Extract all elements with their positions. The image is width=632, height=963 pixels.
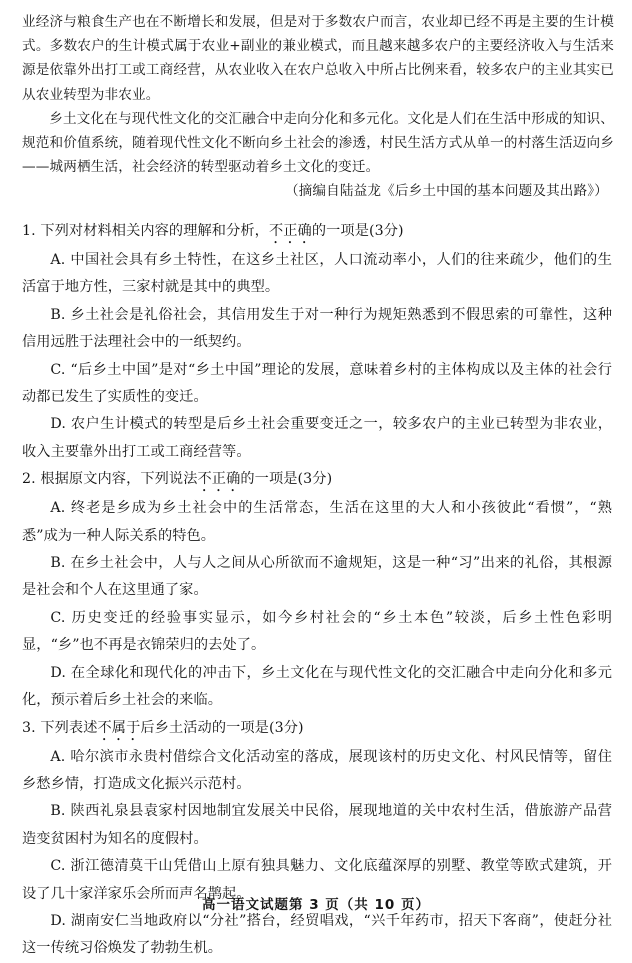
page-footer: 高一语文试题第 3 页（共 10 页） xyxy=(202,897,430,913)
option-a: A. 中国社会具有乡土特性，在这乡土社区，人口流动率小，人们的往来疏少，他们的生活富于地方性，三家村就是其中的典型。 xyxy=(22,252,612,296)
passage-paragraph-2: 乡土文化在与现代性文化的交汇融合中走向分化和多元化。文化是人们在生活中形成的知识、规范和价值系统，随着现代性文化不断向乡土社会的渗透，村民生活方式从单一的村落生活迈向乡——城两栖生活，社会经济的转型驱动着乡土文化的变迁。 xyxy=(22,110,614,176)
stem-emphasis: 不正确 xyxy=(197,471,241,488)
option-d: D. 湖南安仁当地政府以“分社”搭台，经贸唱戏，“兴千年药市，招天下客商”，使赶分社这一传统习俗焕发了勃勃生机。 xyxy=(22,912,612,957)
option-c: C. 历史变迁的经验事实显示，如今乡村社会的“乡土本色”较淡，后乡土性色彩明显，“乡”也不再是衣锦荣归的去处了。 xyxy=(22,609,612,654)
stem-emphasis: 不正确 xyxy=(268,223,312,239)
passage-source: （摘编自陆益龙《后乡土中国的基本问题及其出路》） xyxy=(284,183,608,200)
stem-text: 的一项是(3分) xyxy=(311,223,404,239)
question-1 xyxy=(22,218,612,466)
stem-emphasis: 不属于 xyxy=(97,719,141,736)
option-a: A. 哈尔滨市永贵村借综合文化活动室的落成，展现该村的历史文化、村风民情等，留住乡愁乡情，打造成文化振兴示范村。 xyxy=(22,748,612,792)
stem-text: 的一项是(3分) xyxy=(240,471,333,488)
option-b: B. 陕西礼泉县袁家村因地制宜发展关中民俗，展现地道的关中农村生活，借旅游产品营造变贫困村为知名的度假村。 xyxy=(22,803,612,847)
option-b: B. 乡土社会是礼俗社会，其信用发生于对一种行为规矩熟悉到不假思索的可靠性，这种信用远胜于法理社会中的一纸契约。 xyxy=(22,306,612,351)
option-d: D. 农户生计模式的转型是后乡土社会重要变迁之一，较多农户的主业已转型为非农业，收入主要靠外出打工或工商经营等。 xyxy=(22,416,612,460)
question-stem xyxy=(22,715,612,744)
question-stem xyxy=(22,218,612,247)
option-c: C. 浙江德清莫干山凭借山上原有独具魅力、文化底蕴深厚的别墅、教堂等欧式建筑，开设了几十家洋家乐会所而声名鹊起。 xyxy=(22,858,612,902)
stem-text: 3. 下列表述 xyxy=(22,719,98,736)
reading-passage xyxy=(22,10,614,204)
question-2 xyxy=(22,466,612,714)
option-d: D. 在全球化和现代化的冲击下，乡土文化在与现代性文化的交汇融合中走向分化和多元化，预示着后乡土社会的来临。 xyxy=(22,664,612,709)
option-b: B. 在乡土社会中，人与人之间从心所欲而不逾规矩，这是一种“习”出来的礼俗，其根源是社会和个人在这里通了家。 xyxy=(22,555,612,599)
passage-paragraph-continued: 业经济与粮食生产也在不断增长和发展，但是对于多数农户而言，农业却已经不再是主要的生计模式。多数农户的生计模式属于农业+副业的兼业模式，而且越来越多农户的主要经济收入与生活来源是依靠外出打工或工商经营，从农业收入在农户总收入中所占比例来看，较多农户的主业其实已从农业转型为非农业。 xyxy=(22,14,614,103)
option-a: A. 终老是乡成为乡土社会中的生活常态，生活在这里的大人和小孩彼此“看惯”，“熟悉”成为一种人际关系的特色。 xyxy=(22,500,612,544)
stem-text: 后乡土活动的一项是(3分) xyxy=(140,719,304,736)
question-list xyxy=(22,218,612,963)
question-stem xyxy=(22,466,612,495)
option-c: C. “后乡土中国”是对“乡土中国”理论的发展，意味着乡村的主体构成以及主体的社会行动都已发生了实质性的变迁。 xyxy=(22,361,612,406)
stem-text: 1. 下列对材料相关内容的理解和分析， xyxy=(22,223,269,239)
stem-text: 2. 根据原文内容，下列说法 xyxy=(22,471,198,488)
question-3 xyxy=(22,715,612,963)
